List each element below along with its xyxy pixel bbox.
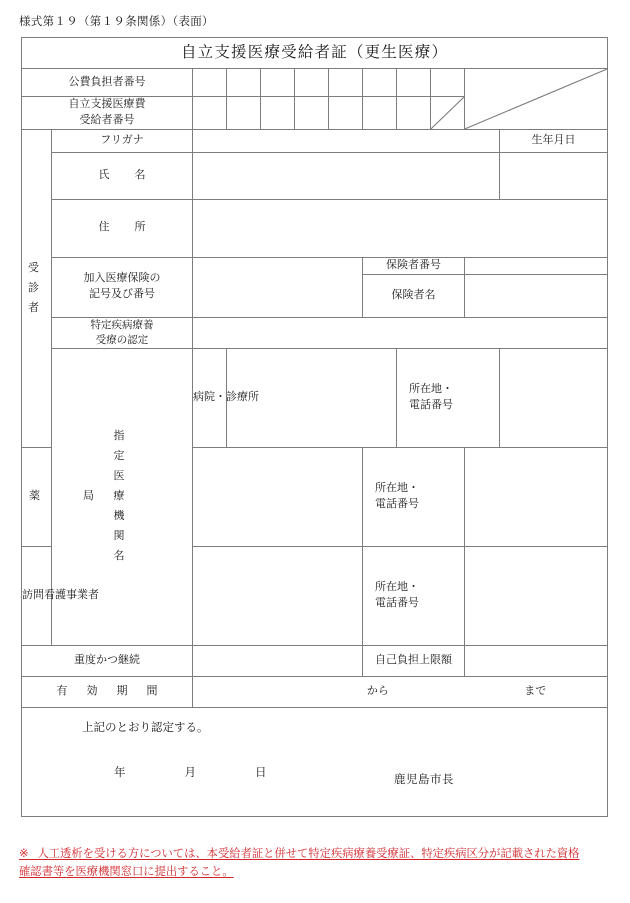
recipient-number-digit-cell[interactable]: [227, 97, 261, 130]
footnote-line2: 確認書等を医療機関窓口に提出すること。: [19, 865, 234, 878]
specific-disease-label: [52, 317, 193, 348]
public-expense-digit-cell[interactable]: [295, 69, 329, 97]
homecare-label: 訪問看護事業者: [22, 547, 52, 646]
homecare-name-value[interactable]: [193, 547, 363, 646]
valid-period-label: 有 効 期 間: [22, 677, 193, 708]
recipient-number-digit-cell[interactable]: [397, 97, 431, 130]
self-pay-cap-label: 自己負担上限額: [363, 646, 465, 677]
severe-continuous-value[interactable]: [193, 646, 363, 677]
valid-period-from-label: から: [366, 685, 389, 698]
severe-continuous-label: 重度かつ継続: [22, 646, 193, 677]
institution-vlabel-char: 療: [113, 490, 131, 503]
valid-period-row: [22, 677, 608, 708]
insurer-name-value[interactable]: [465, 274, 608, 317]
specific-disease-row: [22, 317, 608, 348]
insurance-label-line2: 記号及び番号: [89, 288, 155, 301]
insurer-number-value[interactable]: [465, 257, 608, 274]
recipient-vlabel-char: 者: [28, 301, 45, 314]
footnote-mark: ※: [19, 848, 29, 860]
valid-period-value[interactable]: [193, 677, 608, 708]
recipient-number-strikethrough-cell: [431, 97, 465, 130]
recipient-number-digit-cell[interactable]: [261, 97, 295, 130]
specific-disease-value[interactable]: [193, 317, 608, 348]
certification-issuer: 鹿児島市長: [394, 774, 454, 787]
certification-block: [22, 708, 608, 817]
name-value[interactable]: [193, 152, 500, 199]
recipient-number-label-line1: 自立支援医療費: [68, 98, 146, 110]
hospital-row: [22, 349, 608, 448]
name-row: [22, 152, 608, 199]
address-row: [22, 199, 608, 257]
recipient-number-digit-cell[interactable]: [193, 97, 227, 130]
public-expense-digit-cell[interactable]: [227, 69, 261, 97]
insurance-label: [52, 257, 193, 317]
furigana-label: フリガナ: [52, 129, 193, 152]
homecare-address-label-line1: 所在地・: [375, 581, 419, 594]
hospital-address-label-line1: 所在地・: [409, 383, 453, 396]
recipient-vlabel-char: 診: [28, 281, 45, 294]
insurer-name-label: 保険者名: [363, 274, 465, 317]
recipient-vlabel-char: 受: [28, 261, 45, 274]
insurance-symbol-value[interactable]: [193, 257, 363, 317]
specific-disease-label-line2: 受療の認定: [95, 335, 149, 347]
public-expense-digit-cell[interactable]: [431, 69, 465, 97]
recipient-number-label-line2: 受給者番号: [79, 113, 135, 126]
name-label: 氏 名: [52, 152, 193, 199]
certification-row: [22, 708, 608, 817]
furigana-row: [22, 129, 608, 152]
public-expense-number-row: [22, 69, 608, 97]
address-value[interactable]: [193, 199, 608, 257]
recipient-section-vertical-label: [22, 129, 52, 447]
recipient-number-digit-cell[interactable]: [329, 97, 363, 130]
certification-statement: 上記のとおり認定する。: [82, 722, 209, 735]
institution-vlabel-char: 名: [113, 550, 131, 563]
top-right-strikethrough-cell: [465, 69, 608, 130]
public-expense-digit-cell[interactable]: [397, 69, 431, 97]
homecare-address-value[interactable]: [465, 547, 608, 646]
address-label: 住 所: [52, 199, 193, 257]
title-row: [22, 38, 608, 69]
birthdate-label: 生年月日: [500, 129, 608, 152]
insurance-label-line1: 加入医療保険の: [83, 272, 161, 285]
public-expense-digit-cell[interactable]: [363, 69, 397, 97]
public-expense-digit-cell[interactable]: [261, 69, 295, 97]
public-expense-digit-cell[interactable]: [329, 69, 363, 97]
hospital-address-label: [397, 349, 500, 448]
hospital-address-value[interactable]: [500, 349, 608, 448]
institution-vlabel-char: 医: [113, 470, 131, 483]
homecare-address-label-line2: 電話番号: [375, 597, 419, 610]
certificate-table: [21, 37, 608, 817]
pharmacy-name-value[interactable]: [193, 448, 363, 547]
insurance-symbol-row: [22, 257, 608, 274]
recipient-number-digit-cell[interactable]: [295, 97, 329, 130]
hospital-address-label-line2: 電話番号: [409, 399, 453, 412]
specific-disease-label-line1: 特定疾病療養: [90, 319, 154, 331]
footnote: [19, 846, 615, 881]
institution-vlabel-char: 機: [113, 510, 131, 523]
recipient-number-digit-cell[interactable]: [363, 97, 397, 130]
pharmacy-address-label-line2: 電話番号: [375, 498, 419, 511]
severe-continuous-row: [22, 646, 608, 677]
page-title: 自立支援医療受給者証（更生医療）: [22, 38, 608, 69]
institution-vlabel-char: 関: [113, 530, 131, 543]
pharmacy-address-label: [363, 448, 465, 547]
insurer-number-label: 保険者番号: [363, 257, 465, 274]
pharmacy-address-value[interactable]: [465, 448, 608, 547]
footnote-line1: 人工透析を受ける方については、本受給者証と併せて特定疾病療養受療証、特定疾病区分が記載された資格: [37, 848, 580, 860]
homecare-address-label: [363, 547, 465, 646]
institution-vlabel-char: 定: [113, 450, 131, 463]
certification-date-line[interactable]: 年 月 日: [114, 767, 279, 780]
pharmacy-label: 薬 局: [22, 448, 52, 547]
valid-period-to-label: まで: [524, 685, 547, 698]
furigana-value[interactable]: [193, 129, 500, 152]
public-expense-digit-cell[interactable]: [193, 69, 227, 97]
hospital-label: 病院・診療所: [193, 349, 227, 448]
institution-vlabel-char: 指: [113, 430, 131, 443]
self-pay-cap-value[interactable]: [465, 646, 608, 677]
public-expense-number-label: 公費負担者番号: [22, 69, 193, 97]
recipient-number-label: [22, 97, 193, 130]
form-number-header: 様式第１９（第１９条関係）（表面）: [19, 16, 214, 28]
birthdate-value[interactable]: [500, 152, 608, 199]
pharmacy-address-label-line1: 所在地・: [375, 482, 419, 495]
